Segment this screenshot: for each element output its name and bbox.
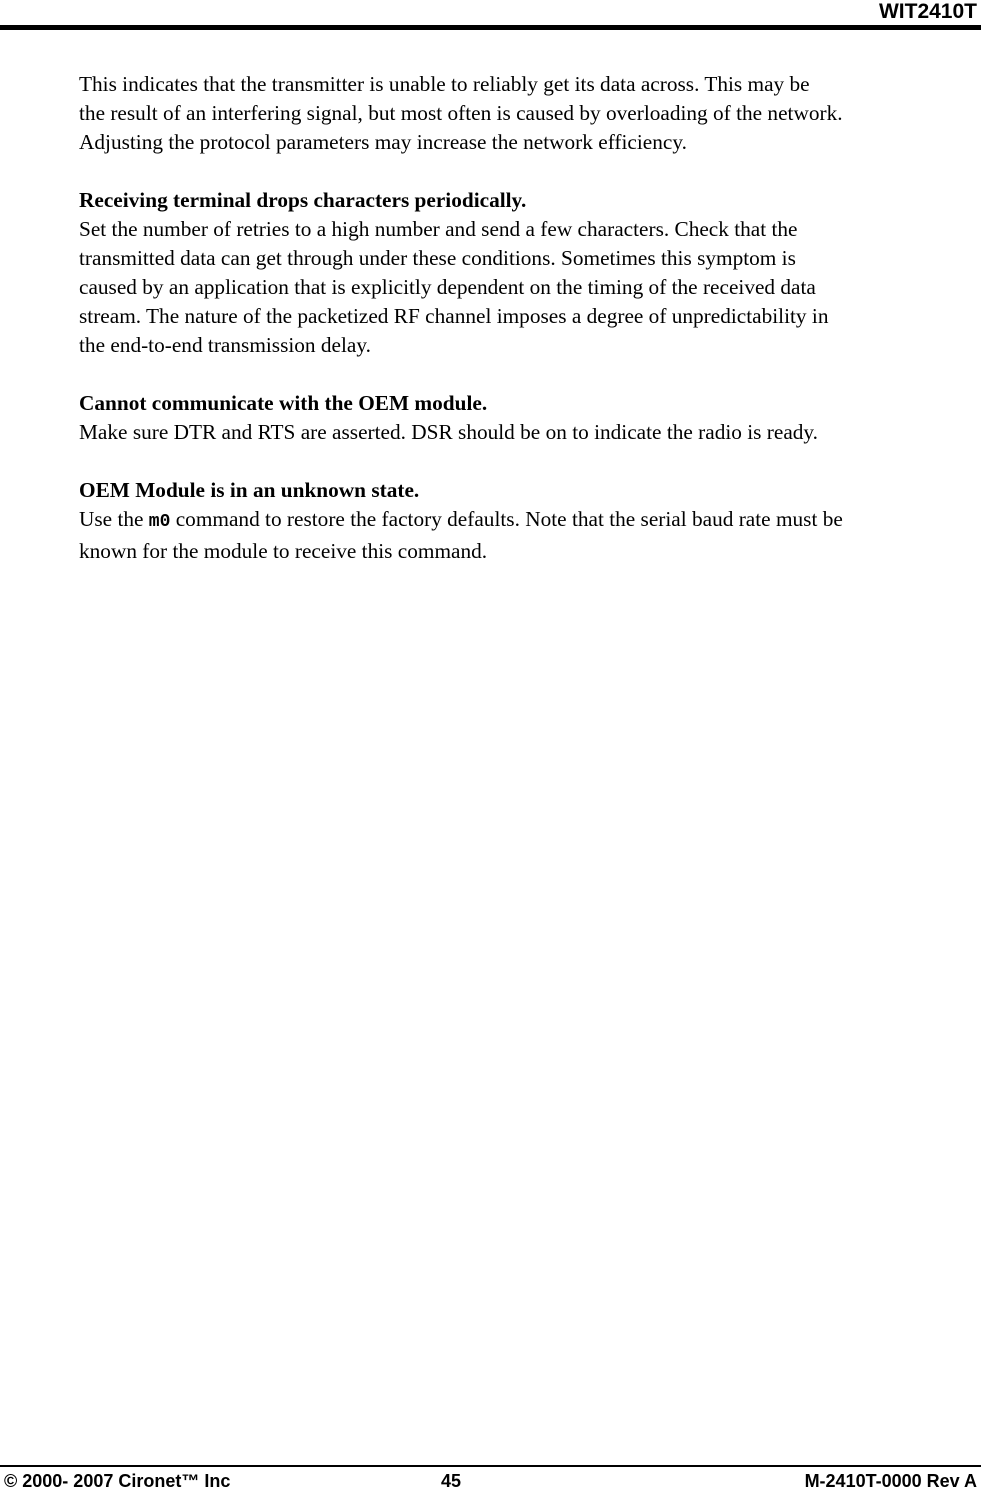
footer-rule (0, 1465, 981, 1467)
section-unknown-state (79, 476, 977, 566)
section-receiving-terminal (79, 186, 977, 360)
section-heading: Cannot communicate with the OEM module. (79, 391, 488, 415)
header-rule (0, 25, 981, 30)
section-cannot-communicate (79, 389, 977, 447)
command-code: m0 (148, 512, 171, 532)
body-prefix: Use the (79, 507, 149, 531)
page-header-title: WIT2410T (878, 0, 977, 23)
intro-paragraph: This indicates that the transmitter is unable to reliably get its data across. This may be the result of an interfering signal, but most often is caused by overloading of the network. Adjusting the protocol parameters may increase the network efficiency. (79, 72, 843, 154)
footer-copyright: © 2000- 2007 Cironet™ Inc (4, 1471, 231, 1491)
section-body: Make sure DTR and RTS are asserted. DSR should be on to indicate the radio is ready. (79, 420, 819, 444)
footer-doc-id: M-2410T-0000 Rev A (804, 1471, 977, 1491)
body-suffix: command to restore the factory defaults. Note that the serial baud rate must be known for the module to receive this command. (79, 507, 843, 563)
section-heading: OEM Module is in an unknown state. (79, 478, 420, 502)
page-footer (0, 1470, 981, 1492)
section-heading: Receiving terminal drops characters periodically. (79, 188, 527, 212)
page-content (79, 70, 977, 595)
footer-page-number: 45 (441, 1471, 462, 1491)
section-body (79, 505, 977, 566)
section-body: Set the number of retries to a high number and send a few characters. Check that the transmitted data can get through under these conditions. Sometimes this symptom is caused by an application that is explicitly dependent on the timing of the received data stream. The nature of the packetized RF channel imposes a degree of unpredictability in the end-to-end transmission delay. (79, 217, 829, 357)
